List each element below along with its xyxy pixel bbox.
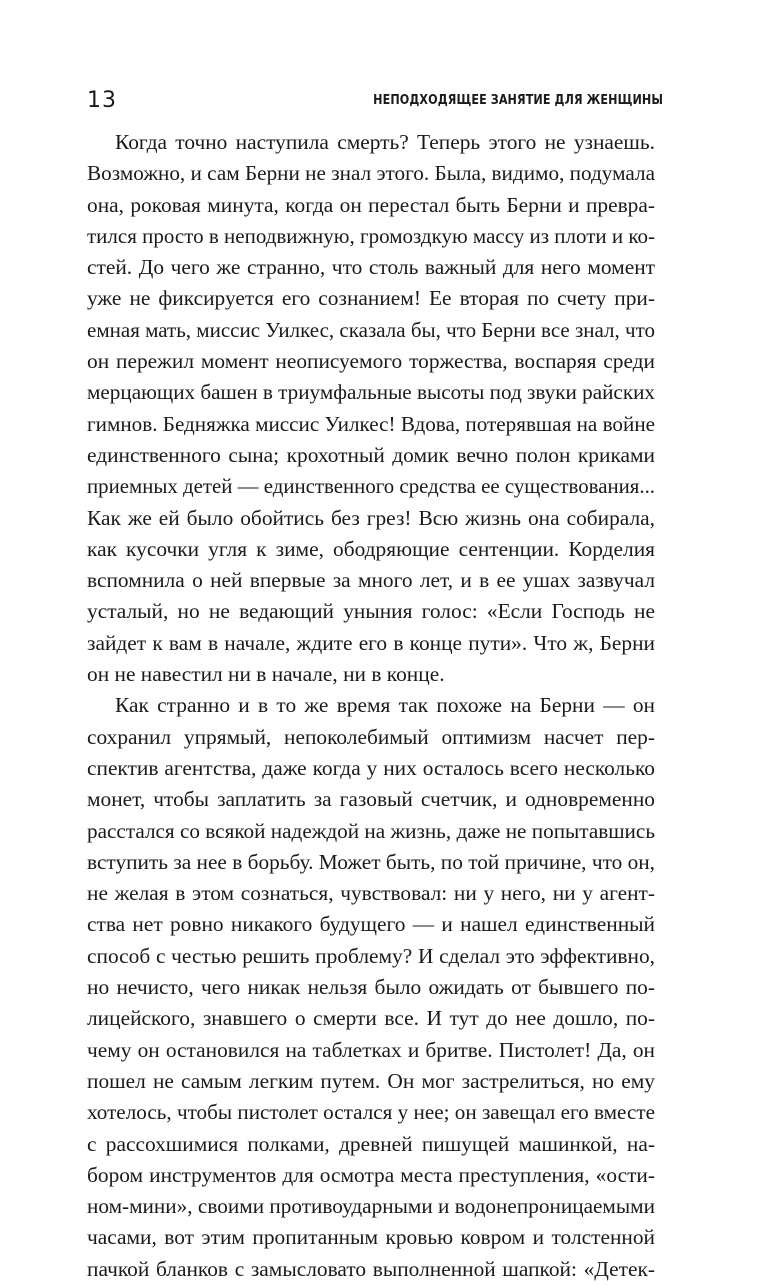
text-line: мерцающих башен в триумфальные высоты под звуки райских bbox=[87, 380, 656, 405]
text-line: монет, чтобы заплатить за газовый счетчик, и одновременно bbox=[87, 787, 655, 812]
text-line: Как странно и в то же время так похоже на Берни — он bbox=[115, 693, 655, 718]
text-line: зайдет к вам в начале, ждите его в конце пути». Что ж, Берни bbox=[87, 630, 655, 655]
paragraph bbox=[87, 127, 655, 690]
body-text bbox=[87, 127, 655, 1285]
text-line: Как же ей было обойтись без грез! Всю жизнь она собирала, bbox=[87, 505, 655, 530]
text-line: емная мать, миссис Уилкес, сказала бы, что Берни все знал, что bbox=[87, 317, 656, 342]
text-line: чему он остановился на таблетках и бритве. Пистолет! Да, он bbox=[87, 1037, 655, 1062]
text-line: пошел не самым легким путем. Он мог застрелиться, но ему bbox=[87, 1068, 655, 1093]
text-line: с рассохшимися полками, древней пишущей машинкой, на- bbox=[87, 1131, 655, 1156]
text-line: она, роковая минута, когда он перестал быть Берни и превра- bbox=[87, 192, 655, 217]
text-line: ства нет ровно никакого будущего — и нашел единственный bbox=[87, 912, 655, 937]
text-line: тился просто в неподвижную, громоздкую массу из плоти и ко- bbox=[87, 223, 656, 248]
text-line: Когда точно наступила смерть? Теперь этого не узнаешь. bbox=[115, 130, 655, 154]
text-line: приемных детей — единственного средства ее существования... bbox=[87, 474, 656, 499]
text-line: способ с честью решить проблему? И сделал это эффективно, bbox=[87, 943, 655, 968]
text-line: не желая в этом сознаться, чувствовал: ни у него, ни у агент- bbox=[87, 881, 655, 906]
text-line: спектив агентства, даже когда у них осталось всего несколько bbox=[87, 755, 655, 780]
text-line: уже не фиксируется его сознанием! Ее вторая по счету при- bbox=[87, 286, 655, 311]
text-line: лицейского, знавшего о смерти все. И тут до нее дошло, по- bbox=[87, 1006, 655, 1031]
text-line: единственного сына; крохотный домик вечно полон криками bbox=[87, 442, 655, 467]
text-line: хотелось, чтобы пистолет остался у нее; он завещал его вместе bbox=[87, 1100, 655, 1125]
text-line: сохранил упрямый, непоколебимый оптимизм насчет пер- bbox=[87, 724, 655, 749]
text-line: стей. До чего же странно, что столь важный для него момент bbox=[87, 255, 655, 280]
paragraph bbox=[87, 690, 655, 1285]
text-line: гимнов. Бедняжка миссис Уилкес! Вдова, потерявшая на войне bbox=[87, 411, 656, 436]
text-line: бором инструментов для осмотра места преступления, «ости- bbox=[87, 1162, 655, 1187]
text-line: Возможно, и сам Берни не знал этого. Была, видимо, подумала bbox=[87, 161, 655, 186]
text-line: вступить за нее в борьбу. Может быть, по той причине, что он, bbox=[87, 849, 656, 874]
page-header bbox=[87, 86, 663, 118]
text-line: но нечисто, чего никак нельзя было ожидать от бывшего по- bbox=[87, 975, 655, 1000]
text-line: как кусочки угля к зиме, ободряющие сентенции. Корделия bbox=[87, 536, 655, 561]
text-line: часами, вот этим пропитанным кровью ковром и толстенной bbox=[87, 1225, 655, 1250]
text-line: он пережил момент неописуемого торжества, воспаряя среди bbox=[87, 349, 655, 374]
text-line: он не навестил ни в начале, ни в конце. bbox=[87, 662, 445, 687]
page-number: 13 bbox=[87, 88, 117, 113]
text-line: усталый, но не ведающий уныния голос: «Если Господь не bbox=[87, 599, 655, 624]
text-line: расстался со всякой надеждой на жизнь, даже не попытавшись bbox=[87, 818, 655, 843]
running-title: НЕПОДХОДЯЩЕЕ ЗАНЯТИЕ ДЛЯ ЖЕНЩИНЫ bbox=[373, 93, 663, 108]
text-line: ном-мини», своими противоударными и водонепроницаемыми bbox=[87, 1194, 655, 1219]
text-line: вспомнила о ней впервые за много лет, и в ее ушах зазвучал bbox=[87, 568, 655, 593]
text-line: пачкой бланков с замысловато выполненной шапкой: «Детек- bbox=[87, 1256, 655, 1281]
